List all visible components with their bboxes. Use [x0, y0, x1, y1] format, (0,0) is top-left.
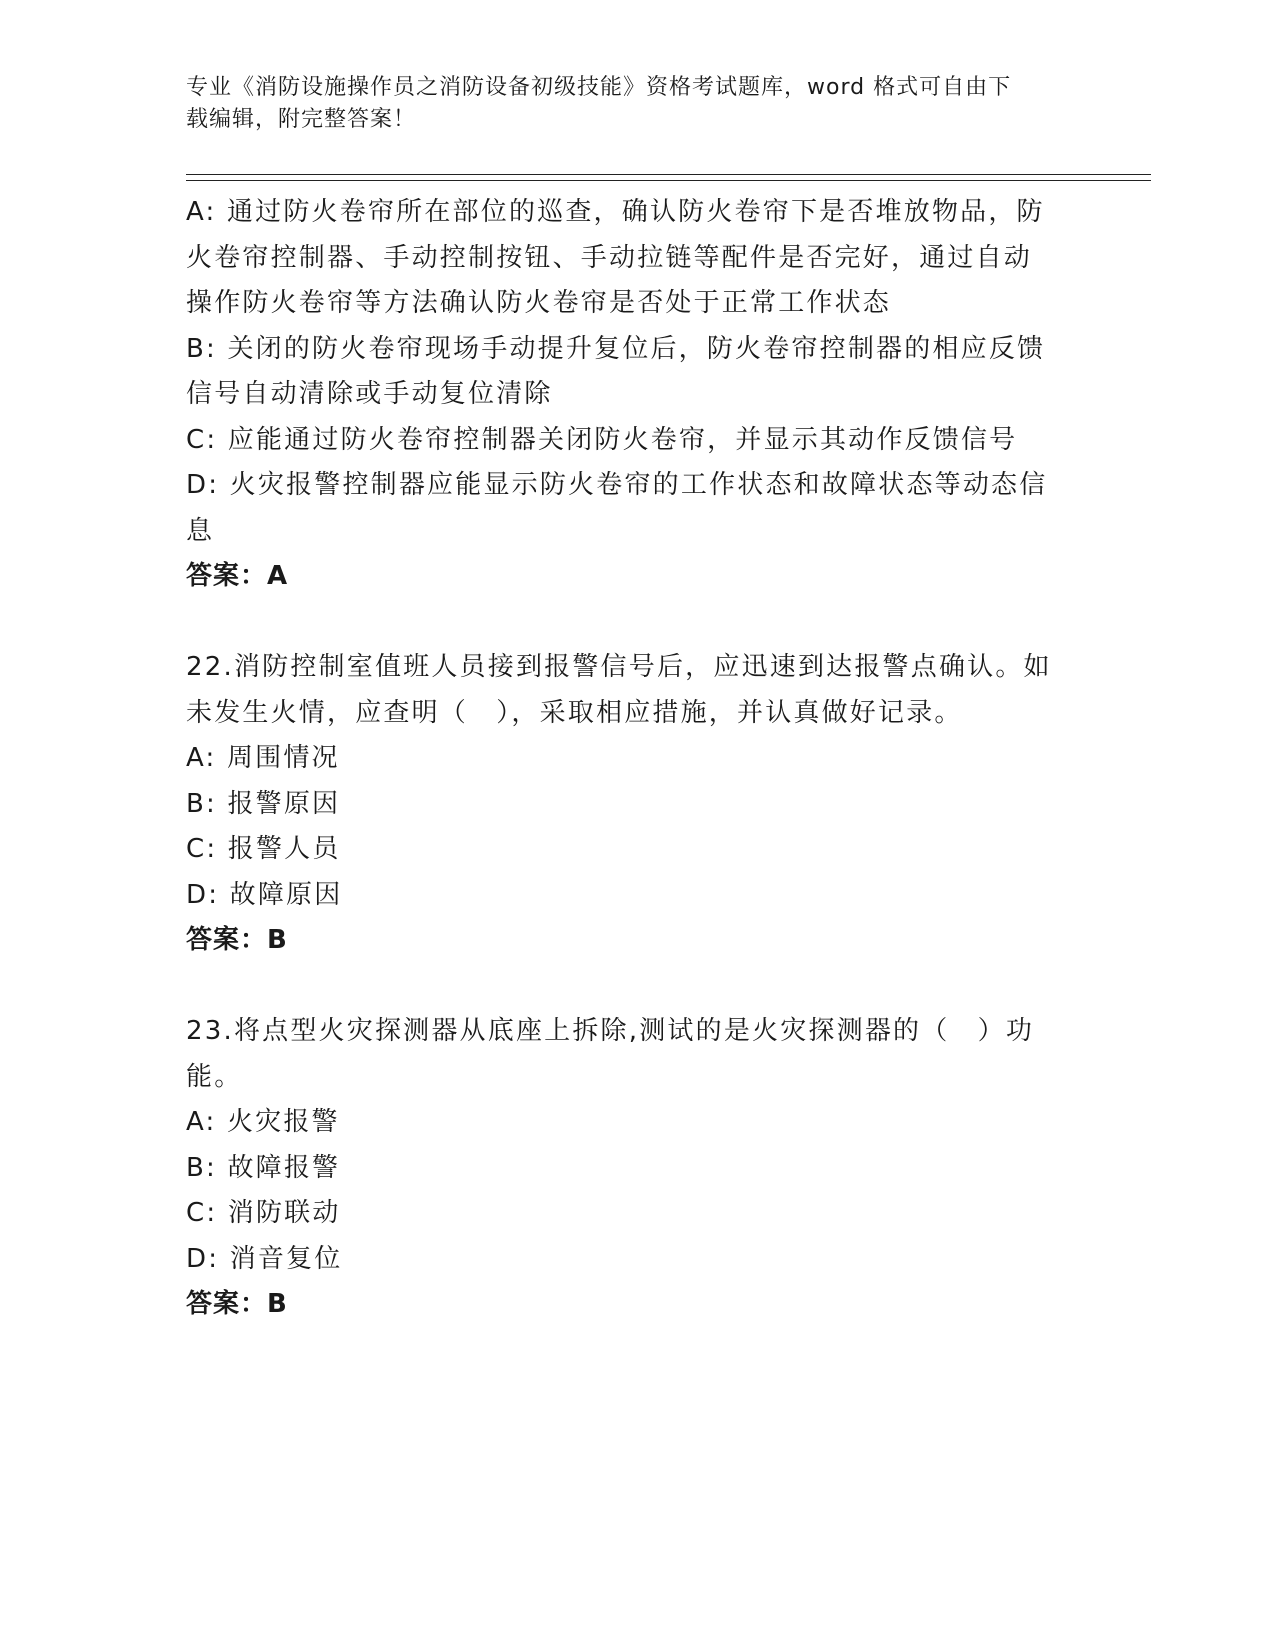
option-b: B: 故障报警: [186, 1152, 341, 1183]
stem-line-2: 未发生火情，应查明（ ），采取相应措施，并认真做好记录。: [186, 697, 963, 728]
header-divider-bottom: [186, 180, 1151, 181]
question-list: [186, 190, 1086, 1328]
option-b: B: 报警原因: [186, 788, 341, 819]
stem-line-1: 23.将点型火灾探测器从底座上拆除,测试的是火灾探测器的（ ）功: [186, 1016, 1035, 1046]
question-stem: [186, 645, 1086, 736]
question-21: [186, 190, 1086, 600]
option-a: [186, 190, 1086, 327]
option-a: A: 火灾报警: [186, 1107, 340, 1137]
answer: 答案：B: [186, 1289, 288, 1319]
question-23: [186, 1009, 1086, 1328]
option-d-line-1: D: 火灾报警控制器应能显示防火卷帘的工作状态和故障状态等动态信: [186, 470, 1048, 500]
header-divider-top: [186, 174, 1151, 175]
option-a-line-1: A: 通过防火卷帘所在部位的巡查，确认防火卷帘下是否堆放物品，防: [186, 197, 1045, 227]
spacer: [186, 600, 1086, 646]
question-22: [186, 645, 1086, 964]
document-header: [186, 72, 1086, 136]
answer: 答案：A: [186, 561, 289, 591]
stem-line-2: 能。: [186, 1061, 243, 1092]
option-a-line-3: 操作防火卷帘等方法确认防火卷帘是否处于正常工作状态: [186, 288, 892, 318]
spacer: [186, 964, 1086, 1010]
option-b-line-2: 信号自动清除或手动复位清除: [186, 379, 553, 409]
option-d-line-2: 息: [186, 515, 215, 546]
option-d: D: 消音复位: [186, 1243, 343, 1274]
header-line-2: 载编辑，附完整答案！: [186, 107, 417, 132]
option-c: C: 应能通过防火卷帘控制器关闭防火卷帘，并显示其动作反馈信号: [186, 424, 1018, 455]
option-a: A: 周围情况: [186, 743, 340, 773]
option-d: [186, 463, 1086, 554]
option-b: [186, 327, 1086, 418]
header-line-1: 专业《消防设施操作员之消防设备初级技能》资格考试题库，word 格式可自由下: [186, 75, 1012, 100]
option-c: C: 报警人员: [186, 834, 341, 864]
option-c: C: 消防联动: [186, 1198, 341, 1228]
option-a-line-2: 火卷帘控制器、手动控制按钮、手动拉链等配件是否完好，通过自动: [186, 242, 1033, 273]
answer: 答案：B: [186, 925, 288, 955]
question-stem: [186, 1009, 1086, 1100]
option-d: D: 故障原因: [186, 879, 343, 910]
stem-line-1: 22.消防控制室值班人员接到报警信号后，应迅速到达报警点确认。如: [186, 652, 1052, 682]
option-b-line-1: B: 关闭的防火卷帘现场手动提升复位后，防火卷帘控制器的相应反馈: [186, 333, 1046, 364]
